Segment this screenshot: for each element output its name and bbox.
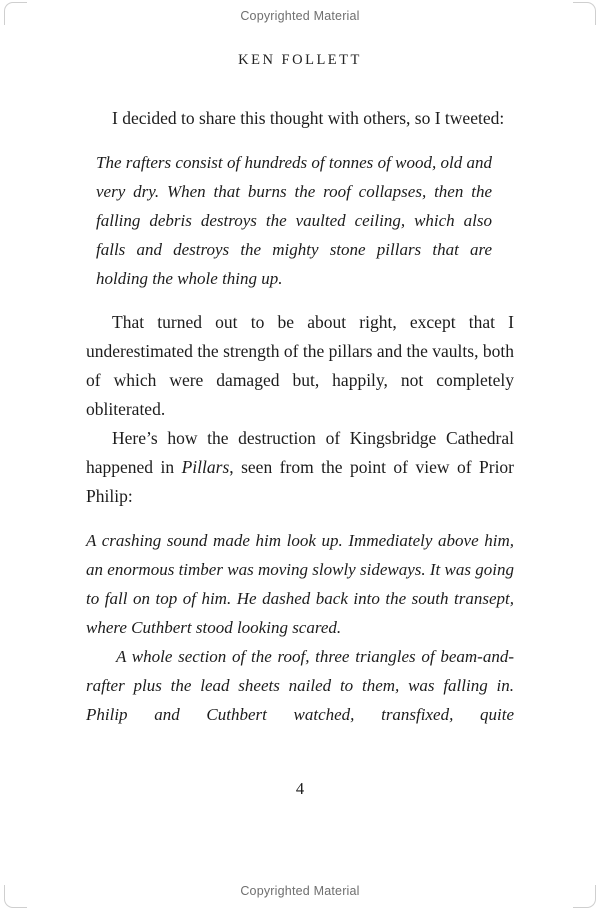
block-quote [86, 526, 514, 642]
text-segment: I decided to share this thought with others, so I tweeted: [112, 108, 505, 128]
text-segment: That turned out to be about right, except that I underestimated the strength of the pillars and the vaults, both of which were damaged but, happily, not completely obliterated. [86, 312, 514, 419]
body-paragraph [86, 424, 514, 511]
text-segment: Here’s how the destruction of Kingsbridge Cathedral happened in [86, 428, 514, 477]
block-quote [86, 148, 514, 293]
copyright-notice-top: Copyrighted Material [240, 9, 360, 23]
text-segment: , seen from the point of view of Prior Philip: [86, 457, 515, 506]
italic-text-segment: Pillars [181, 457, 230, 477]
body-paragraph [86, 104, 514, 133]
block-quote [86, 642, 514, 729]
page-number: 4 [295, 779, 305, 798]
body-paragraph [86, 308, 514, 424]
running-header-author: KEN FOLLETT [238, 52, 362, 68]
text-segment: A crashing sound made him look up. Immediately above him, an enormous timber was moving slowly sideways. It was going to fall on top of him. He dashed back into the south transept, where Cuthbert stood looking scared. [86, 531, 514, 637]
page-body [86, 104, 514, 729]
text-segment: The rafters consist of hundreds of tonnes of wood, old and very dry. When that burns the roof collapses, then the falling debris destroys the vaulted ceiling, which also falls and destroys the mighty stone pillars that are holding the whole thing up. [96, 153, 492, 288]
copyright-notice-bottom: Copyrighted Material [240, 884, 360, 898]
text-segment: A whole section of the roof, three triangles of beam-and-rafter plus the lead sheets nailed to them, was falling in. Philip and Cuthbert watched, transfixed, quite [86, 647, 514, 724]
